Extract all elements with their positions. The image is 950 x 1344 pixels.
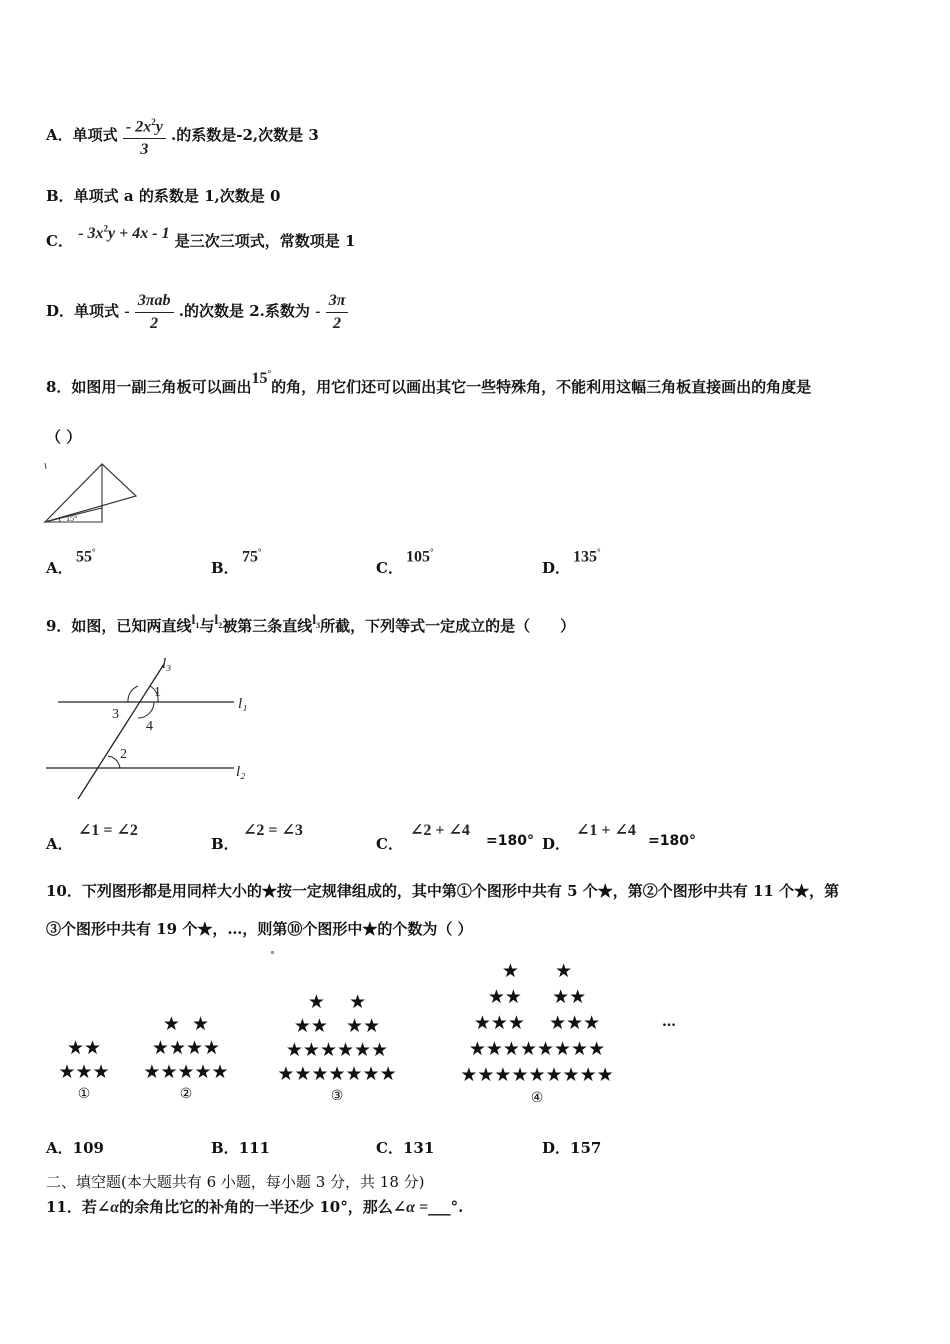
q9-figure-angle-1: 1 [154,685,161,700]
q9-figure-angle-3: 3 [112,707,119,722]
q10-fig3-row-4: ★★★★★★★ [277,1063,397,1085]
q8-option-c-deg: ° [430,547,434,557]
q8-option-a-value: 55° [76,547,96,566]
q9-figure-l3: l₃ [162,656,172,672]
q10-stem-line-2: ③个图形中共有 19 个★，…，则第⑩个图形中★的个数为（ ） [46,920,473,938]
q7-d-minus-2: - [315,303,321,320]
q11-stem-d: °. [450,1198,464,1216]
q9-figure-l2: l₂ [236,764,246,780]
q7-d-den: 2 [150,314,159,332]
q7-option-c-label: C． [46,232,73,250]
q7-a-num-tail: y [155,118,163,136]
q10-fig4-row-3: ★★★ ★★★ [473,1012,601,1034]
q7-d-minus-1: - [124,303,130,320]
q8-stem-b: 的角，用它们还可以画出其它一些特殊角，不能利用这幅三角板直接画出的角度是 [271,378,812,396]
q9-arc-4 [138,702,154,718]
q8-angle-deg: ° [267,368,272,379]
q7-option-d-fraction-2 [326,291,349,334]
q9-option-b-label: B． [211,835,239,853]
q9-stem-a: 9．如图，已知两直线 [46,617,192,635]
q7-option-a-fraction [123,112,166,160]
q9-option-a-label: A． [46,835,73,853]
q9-l1-sub: 1 [195,620,200,630]
q7-option-c [46,223,356,251]
q10-fig1-row-2: ★★★ [58,1061,110,1083]
q10-option-c-value: 131 [402,1139,435,1157]
q10-option-a: A．109 [46,1139,104,1157]
q8-stem [46,368,812,397]
q10-fig2-label: ② [179,1086,193,1102]
q10-fig3-row-3: ★★★★★★ [285,1039,389,1061]
q10-fig1-label: ① [77,1086,91,1102]
q11-angle-expr: ∠α = [392,1199,429,1216]
q9-figure-l1: l₁ [238,696,248,712]
q11-angle: ∠α [96,1199,120,1216]
q8-option-c-value: 105° [406,547,434,566]
q8-angle: 15 [251,370,268,387]
q10-ellipsis: … [662,1014,676,1030]
q10-options [46,1137,766,1161]
q8-triangle-figure [42,460,142,526]
q9-options [46,820,766,854]
q7-c-expr-a: - 3x [78,225,104,242]
q9-parallel-lines-figure [42,652,272,804]
q10-fig4-row-4: ★★★★★★★★ [468,1038,606,1060]
q8-stem-a: 8．如图用一副三角板可以画出 [46,378,252,396]
q7-d-den-2: 2 [333,314,342,332]
q11-stem-b: 的余角比它的补角的一半还少 10°，那么 [119,1198,393,1216]
q7-option-c-expr [78,225,169,242]
q9-option-b-expr: ∠2 = ∠3 [243,822,303,839]
q8-option-a-label: A． [46,559,73,577]
q10-fig3-label: ③ [330,1088,344,1104]
q9-option-a-expr: ∠1 = ∠2 [78,822,138,839]
q7-a-exp: 2 [151,116,156,127]
q7-c-exp: 2 [103,223,109,234]
q8-tick-mark [45,463,46,469]
q9-option-c-expr: ∠2 + ∠4 [410,822,470,839]
q10-fig4-row-1: ★ ★ [501,960,573,982]
q10-option-d-value: 157 [570,1139,602,1157]
q10-figure-2 [132,1012,240,1102]
q9-option-d-expr: ∠1 + ∠4 [576,822,636,839]
q8-options [46,547,746,577]
q9-figure-angle-4: 4 [146,719,153,734]
q7-option-d-text: .的次数是 2.系数为 [178,302,310,320]
q10-figure-1 [54,1036,114,1102]
q7-option-a [46,104,319,166]
q7-a-den: 3 [140,141,149,159]
q7-d-num: 3πab [135,291,174,313]
q7-a-num: - 2x [125,118,152,136]
q7-option-d [46,280,348,342]
q10-fig4-row-5: ★★★★★★★★★ [460,1064,614,1086]
q10-option-d: D．157 [542,1139,602,1157]
q9-option-c-tail: =180° [486,833,534,849]
q8-figure-label: 15° [66,514,78,523]
q10-option-c: C．131 [376,1139,435,1157]
q11-blank: ___ [428,1198,451,1216]
q10-fig2-row-3: ★★★★★ [143,1061,229,1083]
q9-mid-1: 与 [199,617,215,635]
q9-option-c-label: C． [376,835,403,853]
q10-stem-line-1: 10．下列图形都是用同样大小的★按一定规律组成的，其中第①个图形中共有 5 个★，第②个图形中共有 11 个★，第 [46,882,840,900]
q7-c-expr-b: y + 4x - 1 [108,225,170,242]
q9-option-d-tail: =180° [648,833,696,849]
q8-option-d-value: 135° [573,547,601,566]
q10-fig1-row-1: ★★ [66,1037,102,1059]
q8-option-c-label: C． [376,559,403,577]
q10-fig4-label: ④ [530,1090,544,1106]
q9-l3: l [312,613,317,628]
q8-option-b-label: B． [211,559,239,577]
q9-arc-2 [108,756,120,768]
q10-figure-4 [426,958,648,1106]
q10-fig2-row-2: ★★★★ [151,1037,221,1059]
q9-stem [46,615,575,637]
q11-stem [46,1196,463,1217]
q9-l2-sub: 2 [218,620,223,630]
q10-dot-mark [271,951,274,954]
q10-fig3-row-2: ★★ ★★ [293,1015,381,1037]
q8-paren: （ ） [46,428,82,446]
q8-option-a-deg: ° [92,547,96,557]
section-2-title: 二、填空题(本大题共有 6 小题，每小题 3 分，共 18 分) [46,1173,425,1191]
q7-option-d-fraction-1 [135,291,174,334]
q8-triangle-upper [45,464,136,522]
q8-option-b-deg: ° [258,547,262,557]
q7-option-a-text: .的系数是-2,次数是 3 [171,126,319,144]
q10-fig4-row-2: ★★ ★★ [487,986,587,1008]
q11-stem-a: 11．若 [46,1198,97,1216]
q10-option-b: B．111 [211,1139,270,1157]
q10-figure-3 [262,990,412,1104]
q9-option-d-label: D． [542,835,571,853]
q8-option-b-value: 75° [242,547,262,566]
q7-option-a-label: A．单项式 [46,126,118,144]
q7-option-b: B．单项式 a 的系数是 1,次数是 0 [46,187,281,205]
q9-l1: l [191,613,196,628]
q7-option-c-text: 是三次三项式，常数项是 1 [174,232,356,250]
q8-option-d-label: D． [542,559,571,577]
q7-d-num-2: 3π [326,291,349,313]
q10-fig2-row-1: ★ ★ [162,1013,210,1035]
q9-stem-b: 所截，下列等式一定成立的是（ ） [320,617,576,635]
q10-fig3-row-1: ★ ★ [307,991,367,1013]
q9-l2: l [214,613,219,628]
q10-option-a-value: 109 [72,1139,104,1157]
q7-option-d-label: D．单项式 [46,302,120,320]
q9-arc-3 [128,686,138,702]
q10-option-b-value: 111 [238,1139,270,1157]
q8-option-d-deg: ° [597,547,601,557]
q9-figure-angle-2: 2 [120,747,127,762]
q9-mid-2: 被第三条直线 [222,617,313,635]
q9-l3-sub: 3 [316,620,321,630]
